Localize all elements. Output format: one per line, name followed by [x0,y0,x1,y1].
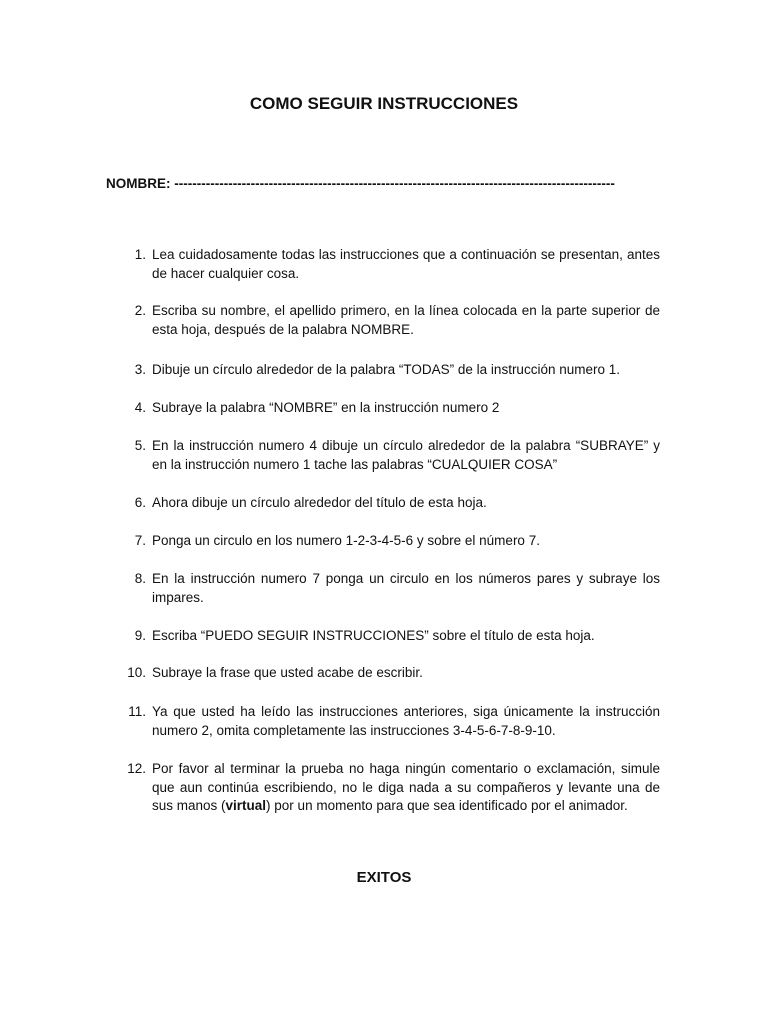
instruction-number: 6. [134,495,146,510]
instruction-number: 8. [134,571,146,586]
instruction-number: 12. [127,761,146,776]
instruction-text-bold: virtual [225,798,267,813]
instruction-text [152,760,660,816]
instruction-number: 5. [134,438,146,453]
instruction-text: Lea cuidadosamente todas las instrucciones que a continuación se presentan, antes de hacer cualquier cosa. [152,247,660,281]
instruction-number: 9. [134,628,146,643]
document-title: COMO SEGUIR INSTRUCCIONES [249,94,519,113]
name-line: NOMBRE: -------------------------------------------------------------------------------------------------- [106,176,615,191]
instruction-text: Dibuje un círculo alrededor de la palabra “TODAS” de la instrucción numero 1. [152,362,620,377]
instruction-text: Ponga un circulo en los numero 1-2-3-4-5-6 y sobre el número 7. [152,533,540,548]
instruction-number: 10. [127,665,146,680]
instruction-text: Ya que usted ha leído las instrucciones anteriores, siga únicamente la instrucción numero 2, omita completamente las instrucciones 3-4-5-6-7-8-9-10. [152,704,660,738]
instruction-text: Escriba su nombre, el apellido primero, en la línea colocada en la parte superior de esta hoja, después de la palabra NOMBRE. [152,303,660,337]
instruction-text-before: Por favor al terminar la prueba no haga ningún comentario o exclamación, simule que aun continúa escribiendo, no le diga nada a su compañeros y levante una de sus manos ( [152,761,660,813]
instruction-number: 1. [134,247,146,262]
instruction-text: En la instrucción numero 7 ponga un circulo en los números pares y subraye los impares. [152,571,660,605]
instruction-number: 2. [134,303,146,318]
instruction-number: 7. [134,533,146,548]
instruction-text: Subraye la frase que usted acabe de escribir. [152,665,423,680]
instruction-text: Ahora dibuje un círculo alrededor del título de esta hoja. [152,495,487,510]
instruction-text: Escriba “PUEDO SEGUIR INSTRUCCIONES” sobre el título de esta hoja. [152,628,595,643]
instruction-number: 3. [134,362,146,377]
instruction-text-after: ) por un momento para que sea identificado por el animador. [266,798,628,813]
instruction-text: Subraye la palabra “NOMBRE” en la instrucción numero 2 [152,400,500,415]
closing-text: EXITOS [356,869,412,886]
instruction-number: 11. [128,704,146,719]
instruction-number: 4. [134,400,146,415]
instruction-text: En la instrucción numero 4 dibuje un círculo alrededor de la palabra “SUBRAYE” y en la instrucción numero 1 tache las palabras “CUALQUIER COSA” [152,438,660,472]
